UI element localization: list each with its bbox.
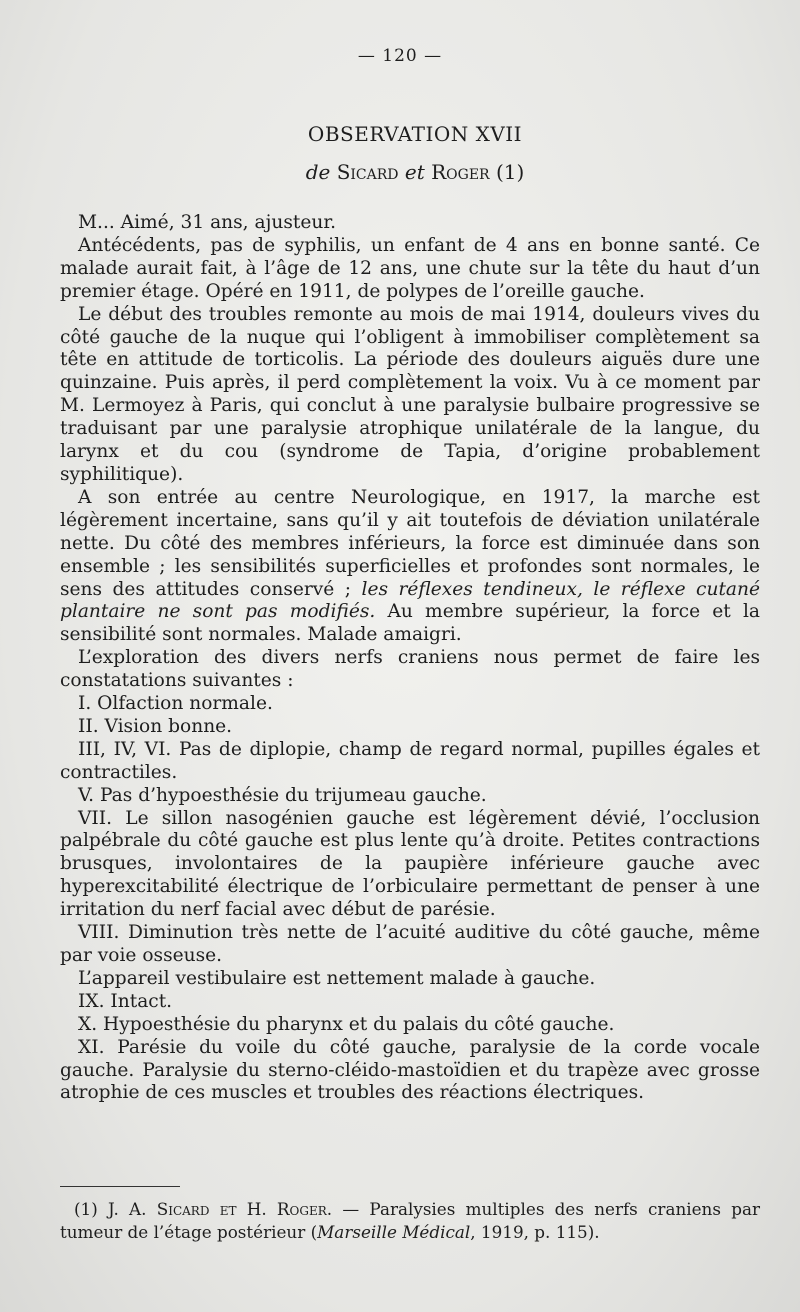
footnote-dash: — bbox=[342, 1199, 360, 1219]
author-roger: Roger bbox=[431, 160, 490, 184]
paragraph-nerf-7: VII. Le sillon nasogénien gauche est légèrement dévié, l’occlusion palpébrale du côté gauche est plus lente qu’à droite. Petites contractions brusques, involontaires de la paupière inférieure gauche avec hyperexcitabilité électrique de l’orbiculaire permettant de penser à une irritation du nerf facial avec début de parésie. bbox=[60, 807, 760, 921]
paragraph-patient: M... Aimé, 31 ans, ajusteur. bbox=[78, 212, 337, 233]
entree-text-after: Au membre supérieur, la force et la sensibilité sont normales. Malade amaigri. bbox=[60, 601, 760, 646]
page-number: — 120 — bbox=[357, 46, 443, 66]
observation-body bbox=[60, 212, 760, 1105]
footnote-reference: (1) bbox=[495, 160, 525, 184]
paragraph-nerf-10: X. Hypoesthésie du pharynx et du palais du côté gauche. bbox=[78, 1013, 615, 1035]
observation-authors bbox=[0, 160, 800, 184]
paragraph-antecedents: Antécédents, pas de syphilis, un enfant de 4 ans en bonne santé. Ce malade aurait fait, à l’âge de 12 ans, une chute sur la tête du haut d’un premier étage. Opéré en 1911, de polypes de l’oreille gauche. bbox=[60, 234, 760, 302]
entree-text-before: A son entrée au centre Neurologique, en 1917, la marche est légèrement incertaine, sans qu’il y ait toutefois de déviation unilatérale nette. Du côté des membres inférieurs, la force est diminuée dans son ensemble ; les sensibilités superficielles et profondes sont normales, le sens des attitudes conservé ; bbox=[60, 486, 760, 600]
paragraph-vestibulaire: L’appareil vestibulaire est nettement malade à gauche. bbox=[78, 967, 596, 989]
author-sicard: Sicard bbox=[336, 160, 399, 184]
paragraph-nerf-8: VIII. Diminution très nette de l’acuité auditive du côté gauche, même par voie osseuse. bbox=[60, 922, 760, 966]
paragraph-nerf-2: II. Vision bonne. bbox=[78, 715, 233, 737]
footnote-divider bbox=[60, 1186, 180, 1187]
entree-text-italic: les réflexes tendineux, le réflexe cutané plantaire ne sont pas modifiés. bbox=[60, 578, 760, 623]
paragraph-debut: Le début des troubles remonte au mois de mai 1914, douleurs vives du côté gauche de la nuque qui l’obligent à immobiliser complètement sa tête en attitude de torticolis. La période des douleurs aiguës dure une quinzaine. Puis après, il perd complètement la voix. Vu à ce moment par M. Lermoyez à Paris, qui conclut à une paralysie bulbaire progressive se traduisant par une paralysie atrophique unilatérale de la langue, du larynx et du cou (syndrome de Tapia, d’origine probablement syphilitique). bbox=[60, 303, 760, 485]
paragraph-nerf-1: I. Olfaction normale. bbox=[78, 693, 273, 715]
paragraph-entree bbox=[60, 487, 760, 647]
observation-title: OBSERVATION XVII bbox=[307, 122, 523, 146]
footnote-journal: Marseille Médical bbox=[317, 1222, 471, 1242]
authors-conjunction: et bbox=[404, 160, 425, 184]
footnote-text-before: Paralysies multiples des nerfs craniens par tumeur de l’étage postérieur ( bbox=[60, 1199, 760, 1242]
paragraph-nerf-9: IX. Intact. bbox=[78, 990, 173, 1012]
paragraph-exploration: L’exploration des divers nerfs craniens nous permet de faire les constatations suivantes : bbox=[60, 647, 760, 692]
footnote-text-after: , 1919, p. 115). bbox=[470, 1222, 600, 1242]
footnote-authors: J. A. Sicard et H. Roger. bbox=[108, 1199, 333, 1219]
paragraph-nerf-11: XI. Parésie du voile du côté gauche, paralysie de la corde vocale gauche. Paralysie du sterno-cléido-mastoïdien et du trapèze avec grosse atrophie de ces muscles et troubles des réactions électriques. bbox=[60, 1036, 760, 1104]
footnote-marker: (1) bbox=[74, 1199, 98, 1219]
paragraph-nerf-3-4-6: III, IV, VI. Pas de diplopie, champ de regard normal, pupilles égales et contractiles. bbox=[60, 738, 760, 783]
footnote bbox=[60, 1198, 760, 1244]
authors-prefix: de bbox=[305, 160, 331, 184]
paragraph-nerf-5: V. Pas d’hypoesthésie du trijumeau gauche. bbox=[78, 784, 487, 806]
